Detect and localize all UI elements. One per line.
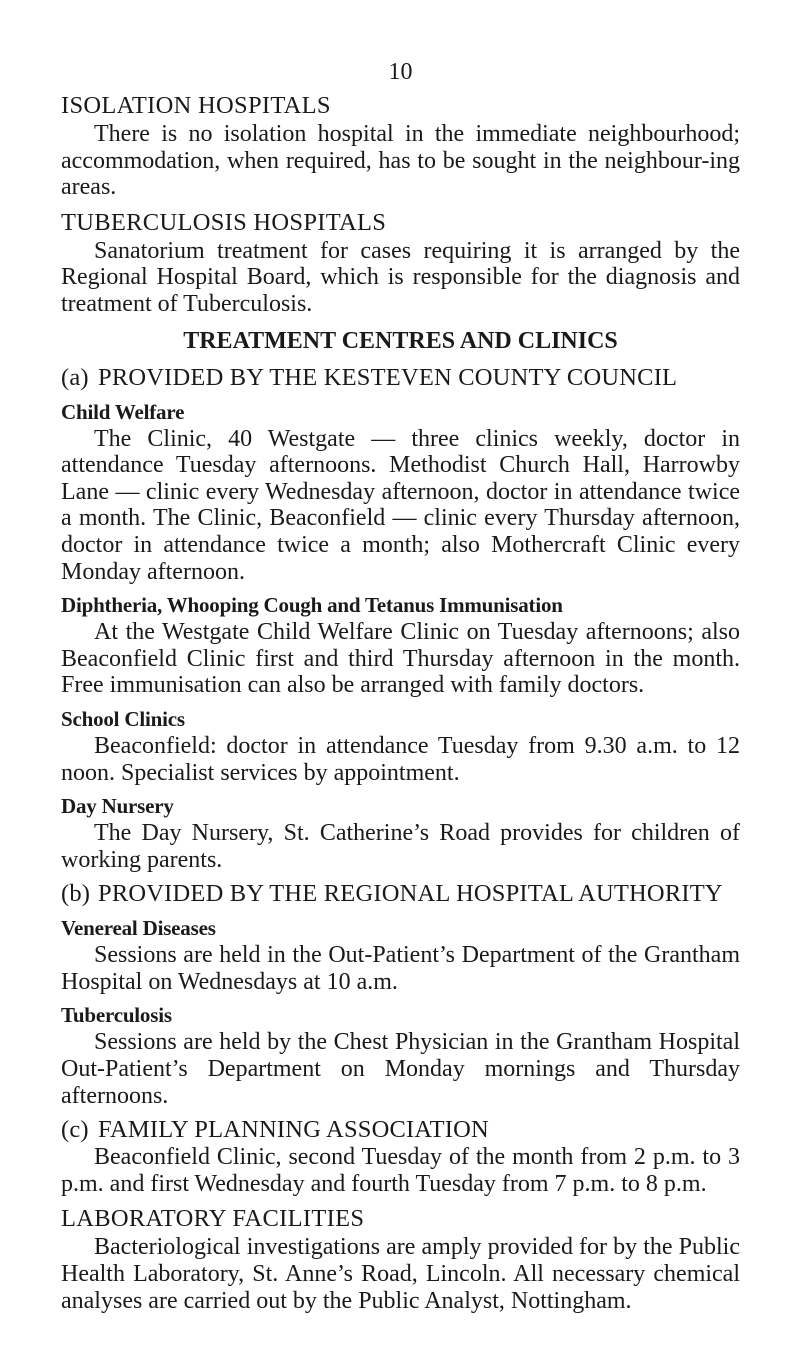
- day-nursery-heading: Day Nursery: [61, 794, 174, 819]
- family-planning-text: Beaconfield Clinic, second Tuesday of the month from 2 p.m. to 3 p.m. and first Wednesday and fourth Tuesday from 7 p.m. to 8 p.m.: [61, 1144, 740, 1197]
- treatment-centres-heading: TREATMENT CENTRES AND CLINICS: [183, 327, 618, 354]
- treatment-centres-section: [61, 326, 740, 1198]
- immunisation-text: At the Westgate Child Welfare Clinic on Tuesday afternoons; also Beaconfield Clinic first and third Thursday afternoon in the month. Free immunisation can also be arranged with family doctors.: [61, 619, 740, 699]
- tuberculosis-clinic-heading: Tuberculosis: [61, 1003, 172, 1028]
- page-number: 10: [388, 59, 413, 85]
- isolation-heading: ISOLATION HOSPITALS: [61, 92, 331, 119]
- laboratory-heading: LABORATORY FACILITIES: [61, 1205, 365, 1233]
- child-welfare-text: The Clinic, 40 Westgate — three clinics weekly, doctor in attendance Tuesday afternoons. Methodist Church Hall, Harrowby Lane — clinic every Wednesday afternoon, doctor in attendance twice a month. The Clinic, Beaconfield — clinic every Thursday afternoon, doctor in attendance twice a month; also Mothercraft Clinic every Monday afternoon.: [61, 425, 740, 585]
- isolation-section: [61, 90, 740, 201]
- section-a-heading: [61, 363, 740, 392]
- section-c-label: (c): [61, 1116, 89, 1144]
- venereal-heading: Venereal Diseases: [61, 916, 216, 941]
- laboratory-section: [61, 1203, 740, 1314]
- section-b-heading: [61, 879, 740, 908]
- school-clinics-heading: School Clinics: [61, 706, 185, 731]
- day-nursery-text: The Day Nursery, St. Catherine’s Road provides for children of working parents.: [61, 820, 740, 873]
- laboratory-text: Bacteriological investigations are amply provided for by the Public Health Laboratory, St. Anne’s Road, Lincoln. All necessary chemical analyses are carried out by the Public Analyst, Nottingham.: [61, 1234, 740, 1314]
- isolation-text: There is no isolation hospital in the immediate neighbourhood; accommodation, when required, has to be sought in the neighbour-ing areas.: [61, 121, 740, 201]
- tuberculosis-hospitals-heading: TUBERCULOSIS HOSPITALS: [61, 208, 387, 236]
- section-b-title: PROVIDED BY THE REGIONAL HOSPITAL AUTHORITY: [98, 880, 723, 908]
- section-c-title: FAMILY PLANNING ASSOCIATION: [98, 1116, 489, 1144]
- tuberculosis-hospitals-section: [61, 207, 740, 318]
- section-a-title: PROVIDED BY THE KESTEVEN COUNTY COUNCIL: [98, 363, 678, 391]
- school-clinics-text: Beaconfield: doctor in attendance Tuesday from 9.30 a.m. to 12 noon. Specialist services by appointment.: [61, 732, 740, 786]
- venereal-text: Sessions are held in the Out-Patient’s Department of the Grantham Hospital on Wednesdays at 10 a.m.: [61, 942, 740, 995]
- section-a-label: (a): [61, 363, 89, 391]
- tuberculosis-hospitals-text: Sanatorium treatment for cases requiring it is arranged by the Regional Hospital Board, which is responsible for the diagnosis and treatment of Tuberculosis.: [61, 237, 740, 317]
- tuberculosis-clinic-text: Sessions are held by the Chest Physician in the Grantham Hospital Out-Patient’s Department on Monday mornings and Thursday afternoons.: [61, 1029, 740, 1109]
- child-welfare-heading: Child Welfare: [61, 399, 185, 424]
- section-b-label: (b): [61, 880, 91, 908]
- immunisation-heading: Diphtheria, Whooping Cough and Tetanus Immunisation: [61, 593, 563, 618]
- section-c-heading: [61, 1115, 740, 1144]
